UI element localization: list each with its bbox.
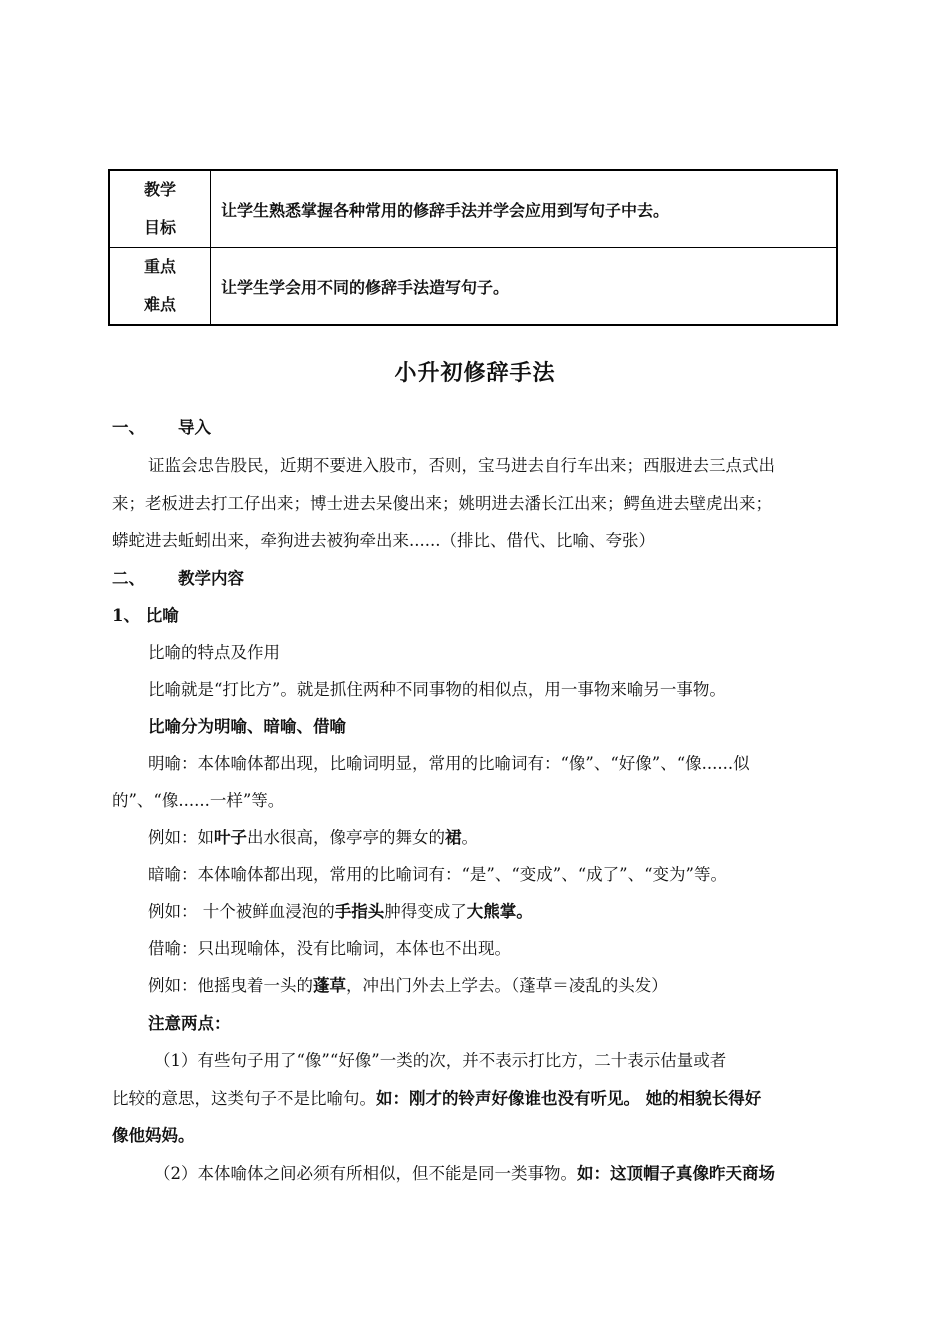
note-line: （1）有些句子用了“像”“好像”一类的次，并不表示打比方，二十表示估量或者 xyxy=(154,1051,727,1070)
page-title: 小升初修辞手法 xyxy=(394,360,556,386)
lesson-info-table xyxy=(108,169,838,326)
simile-line: 的”、“像......一样”等。 xyxy=(112,791,285,810)
intro-paragraph-line: 蟒蛇进去蚯蚓出来，牵狗进去被狗牵出来......（排比、借代、比喻、夸张） xyxy=(112,531,655,550)
simile-line: 明喻：本体喻体都出现，比喻词明显，常用的比喻词有：“像”、“好像”、“像......似 xyxy=(148,754,750,773)
section-heading-content: 二、 教学内容 xyxy=(112,569,244,588)
objective-label: 教学 目标 xyxy=(109,170,211,248)
example-line: 例如： 十个被鲜血浸泡的手指头肿得变成了大熊掌。 xyxy=(148,902,533,921)
objective-content: 让学生熟悉掌握各种常用的修辞手法并学会应用到写句子中去。 xyxy=(211,170,838,248)
features-line: 比喻的特点及作用 xyxy=(148,643,280,662)
intro-paragraph-line: 证监会忠告股民，近期不要进入股市，否则，宝马进去自行车出来；西服进去三点式出 xyxy=(148,456,775,475)
key-points-content: 让学生学会用不同的修辞手法造写句子。 xyxy=(211,248,838,326)
subsection-heading-metaphor: 1、 比喻 xyxy=(112,606,179,625)
note-line: 比较的意思，这类句子不是比喻句。如：刚才的铃声好像谁也没有听见。 她的相貌长得好 xyxy=(112,1089,762,1108)
key-points-label: 重点 难点 xyxy=(109,248,211,326)
note-line: （2）本体喻体之间必须有所相似，但不能是同一类事物。如：这顶帽子真像昨天商场 xyxy=(154,1164,775,1183)
notes-heading: 注意两点： xyxy=(148,1014,231,1033)
note-line: 像他妈妈。 xyxy=(112,1126,195,1145)
example-line: 例如：他摇曳着一头的蓬草，冲出门外去上学去。（蓬草＝凌乱的头发） xyxy=(148,976,668,995)
metaphor-line: 暗喻：本体喻体都出现，常用的比喻词有：“是”、“变成”、“成了”、“变为”等。 xyxy=(148,865,727,884)
example-line: 例如：如叶子出水很高，像亭亭的舞女的裙。 xyxy=(148,828,478,847)
types-line: 比喻分为明喻、暗喻、借喻 xyxy=(148,717,346,736)
intro-paragraph-line: 来；老板进去打工仔出来；博士进去呆傻出来；姚明进去潘长江出来；鳄鱼进去壁虎出来； xyxy=(112,494,772,513)
definition-line: 比喻就是“打比方”。就是抓住两种不同事物的相似点，用一事物来喻另一事物。 xyxy=(148,680,726,699)
table-row xyxy=(109,170,837,248)
table-row xyxy=(109,248,837,326)
metonymic-metaphor-line: 借喻：只出现喻体，没有比喻词，本体也不出现。 xyxy=(148,939,511,958)
section-heading-intro: 一、 导入 xyxy=(112,418,211,437)
